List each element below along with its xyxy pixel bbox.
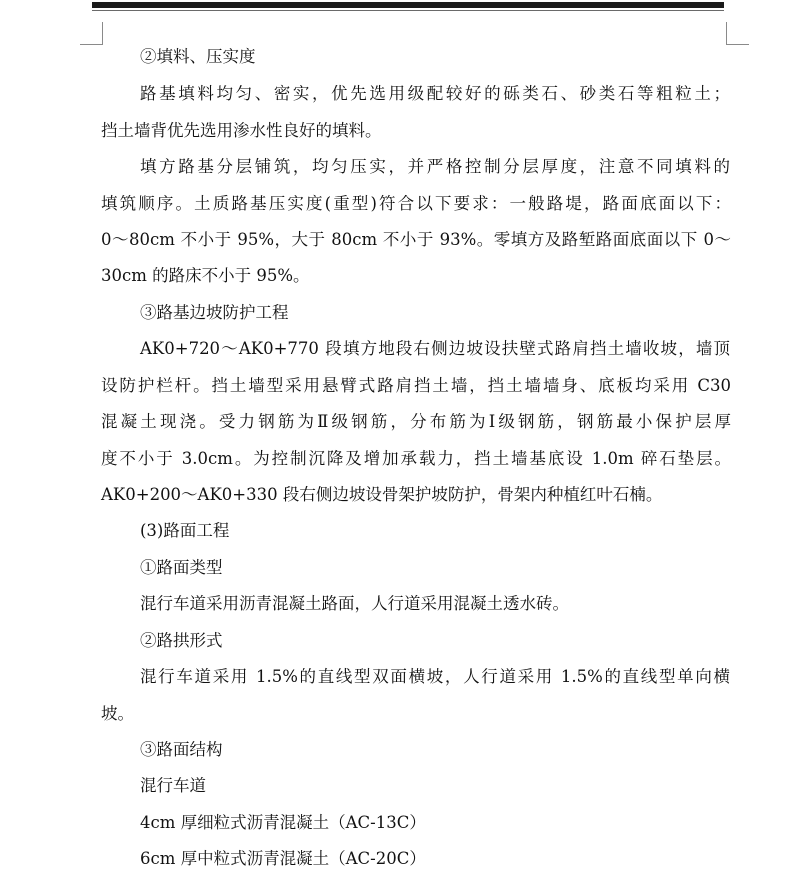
paragraph-line: 混行车道采用沥青混凝土路面，人行道采用混凝土透水砖。 bbox=[140, 594, 569, 613]
heading-crown-form: ②路拱形式 bbox=[140, 631, 223, 650]
margin-corner-mark-left bbox=[80, 22, 103, 45]
paragraph-line: 混行车道采用 1.5%的直线型双面横坡，人行道采用 1.5%的直线型单向横 bbox=[140, 667, 730, 686]
heading-pavement-works: (3)路面工程 bbox=[140, 521, 230, 540]
paragraph-line: 混行车道 bbox=[140, 776, 206, 795]
heading-pavement-structure: ③路面结构 bbox=[140, 740, 223, 759]
paragraph-line: 填方路基分层铺筑，均匀压实，并严格控制分层厚度，注意不同填料的 bbox=[140, 157, 730, 176]
paragraph-line: 4cm 厚细粒式沥青混凝土（AC-13C） bbox=[140, 813, 426, 832]
paragraph-line: 设防护栏杆。挡土墙型采用悬臂式路肩挡土墙，挡土墙墙身、底板均采用 C30 bbox=[101, 376, 731, 395]
paragraph-line: 6cm 厚中粒式沥青混凝土（AC-20C） bbox=[140, 849, 426, 868]
paragraph-line: AK0+720～AK0+770 段填方地段右侧边坡设扶壁式路肩挡土墙收坡，墙顶 bbox=[140, 339, 730, 358]
paragraph-line: 30cm 的路床不小于 95%。 bbox=[101, 266, 310, 285]
paragraph-line: 混凝土现浇。受力钢筋为Ⅱ级钢筋，分布筋为Ⅰ级钢筋，钢筋最小保护层厚 bbox=[101, 412, 731, 431]
heading-pavement-type: ①路面类型 bbox=[140, 558, 223, 577]
heading-slope-protection: ③路基边坡防护工程 bbox=[140, 303, 289, 322]
paragraph-line: 度不小于 3.0cm。为控制沉降及增加承载力，挡土墙基底设 1.0m 碎石垫层。 bbox=[101, 449, 731, 468]
heading-fill-compaction: ②填料、压实度 bbox=[140, 47, 256, 66]
header-rule bbox=[92, 2, 724, 8]
paragraph-line: 填筑顺序。土质路基压实度(重型)符合以下要求：一般路堤，路面底面以下： bbox=[101, 194, 731, 213]
paragraph-line: 路基填料均匀、密实，优先选用级配较好的砾类石、砂类石等粗粒土； bbox=[140, 84, 730, 103]
paragraph-line: 挡土墙背优先选用渗水性良好的填料。 bbox=[101, 121, 382, 140]
paragraph-line: 坡。 bbox=[101, 704, 134, 723]
margin-corner-mark-right bbox=[726, 22, 749, 45]
paragraph-line: AK0+200～AK0+330 段右侧边坡设骨架护坡防护，骨架内种植红叶石楠。 bbox=[101, 485, 663, 504]
header-rule-thin bbox=[92, 10, 724, 11]
paragraph-line: 0～80cm 不小于 95%，大于 80cm 不小于 93%。零填方及路堑路面底面以下 0～ bbox=[101, 230, 731, 249]
